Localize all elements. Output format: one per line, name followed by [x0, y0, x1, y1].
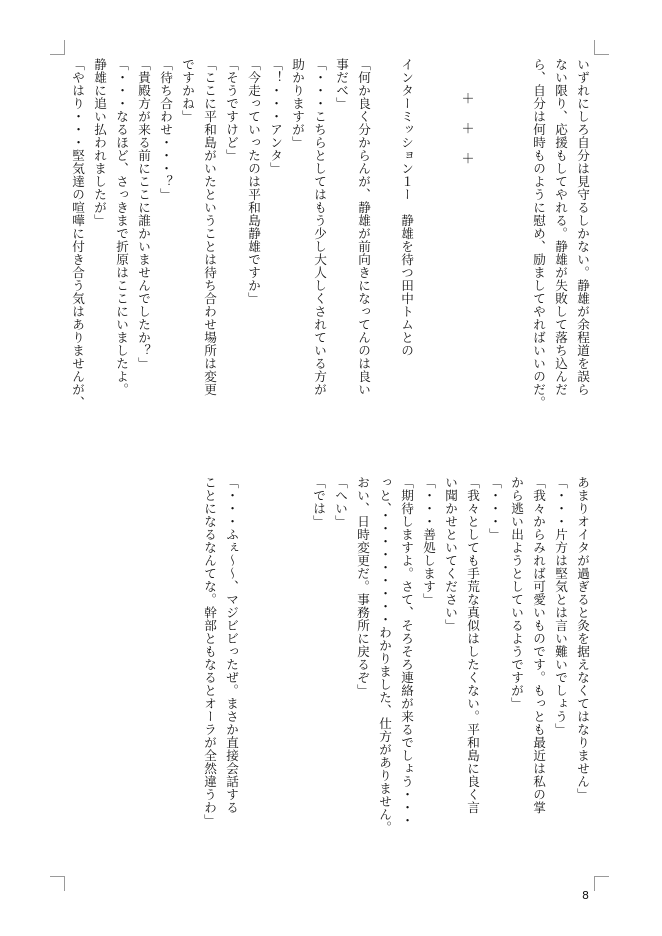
text-column: 「・・・」	[487, 476, 502, 541]
text-column: 「では」	[311, 476, 326, 528]
text-column: 事だべ」	[334, 58, 349, 110]
text-column: 「・・・善処します」	[421, 476, 436, 606]
text-column	[262, 476, 280, 876]
crop-mark-top-right	[594, 40, 609, 55]
scene-break-mark: ＋	[461, 152, 475, 167]
crop-mark-bottom-left	[50, 876, 65, 891]
text-column: 「・・・なるほど、さっきまで折原はここにいましたよ。	[114, 58, 129, 396]
text-column: い聞かせといてください」	[443, 476, 458, 632]
text-column: ら、自分は何時ものように慰め、励ましてやればいいのだ。	[531, 58, 546, 409]
section-heading: インターミッション１ー 静雄を待つ田中トムとの	[399, 58, 414, 357]
text-column: っと、・・・・・・・・・わかりました、仕方がありません。	[377, 476, 392, 834]
text-column: 「待ち合わせ・・・？」	[158, 58, 173, 201]
text-column: 「・・・片方は堅気とは言い難いでしょう」	[553, 476, 568, 736]
text-column	[284, 476, 302, 876]
text-column: 「やはり・・・堅気達の喧嘩に付き合う気はありませんが、	[70, 58, 85, 409]
text-column: 静雄に追い払われましたが」	[92, 58, 107, 227]
text-column: 「今走っていったのは平和島静雄ですか」	[246, 58, 261, 305]
crop-mark-top-left	[50, 40, 65, 55]
text-column: 「何か良く分からんが、静雄が前向きになってんのは良い	[356, 58, 371, 396]
text-column: 「貴殿方が来る前にここに誰かいませんでしたか？」	[136, 58, 151, 370]
text-column: あまりオイタが過ぎると灸を据えなくてはなりません」	[575, 476, 590, 801]
text-column: 「期待しますよ。さて、そろそろ連絡が来るでしょう・・・	[399, 476, 414, 827]
text-column: から逃い出ようとしているようですが」	[509, 476, 524, 710]
text-column: ない限り、応援もしてやれる。静雄が失敗して落ち込んだ	[553, 58, 568, 396]
text-column: ことになるなんてな。幹部ともなるとオーラが全然違うわ」	[202, 476, 217, 827]
crop-mark-bottom-right	[594, 876, 609, 891]
text-column: 「そうですけど」	[224, 58, 239, 162]
text-column: 「・・・ふぇ〜〜、マジビビったぜ。まさか直接会話する	[224, 476, 239, 814]
text-column: 「へい」	[333, 476, 348, 528]
text-column: 助かりますが」	[290, 58, 305, 149]
page-number: 8	[582, 889, 589, 902]
text-column: いずれにしろ自分は見守るしかない。静雄が余程道を誤ら	[575, 58, 590, 396]
text-column: 「！・・・アンタ」	[268, 58, 283, 175]
scene-break-mark: ＋	[461, 92, 475, 107]
text-column: 「・・・こちらとしてはもう少し大人しくされている方が	[312, 58, 327, 396]
text-column: ですかね」	[180, 58, 195, 123]
text-column: 「我々からみれば可愛いものです。もっとも最近は私の掌	[531, 476, 546, 814]
text-column: 「ここに平和島がいたということは待ち合わせ場所は変更	[202, 58, 217, 396]
scene-break-mark: ＋	[461, 122, 475, 137]
text-column: おい、日時変更だ。事務所に戻るぞ」	[355, 476, 370, 697]
text-column: 「我々としても手荒な真似はしたくない。平和島に良く言	[465, 476, 480, 814]
